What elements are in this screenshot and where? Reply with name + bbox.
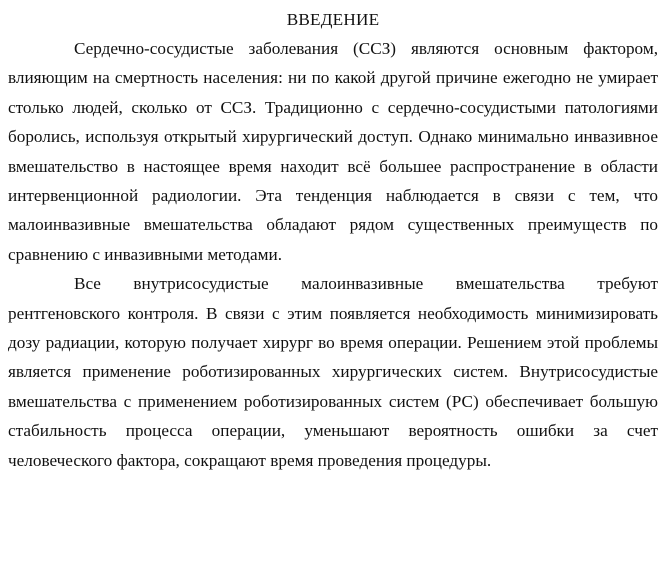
document-title: ВВЕДЕНИЕ bbox=[286, 10, 380, 29]
introduction-paragraph-2: Все внутрисосудистые малоинвазивные вмешательства требуют рентгеновского контроля. В связи с этим появляется необходимость минимизировать дозу радиации, которую получает хирург во время операции. Решением этой проблемы является применение роботизированных хирургических систем. Внутрисосудистые вмешательства с применением роботизированных систем (РС) обеспечивает большую стабильность процесса операции, уменьшают вероятность ошибки за счет человеческого фактора, сокращают время проведения процедуры. bbox=[8, 274, 658, 470]
introduction-paragraph-1: Сердечно-сосудистые заболевания (ССЗ) являются основным фактором, влияющим на смертность населения: ни по какой другой причине ежегодно не умирает столько людей, сколько от ССЗ. Традиционно с сердечно-сосудистыми патологиями боролись, используя открытый хирургический доступ. Однако минимально инвазивное вмешательство в настоящее время находит всё большее распространение в области интервенционной радиологии. Эта тенденция наблюдается в связи с тем, что малоинвазивные вмешательства обладают рядом существенных преимуществ по сравнению с инвазивными методами. bbox=[8, 39, 658, 264]
